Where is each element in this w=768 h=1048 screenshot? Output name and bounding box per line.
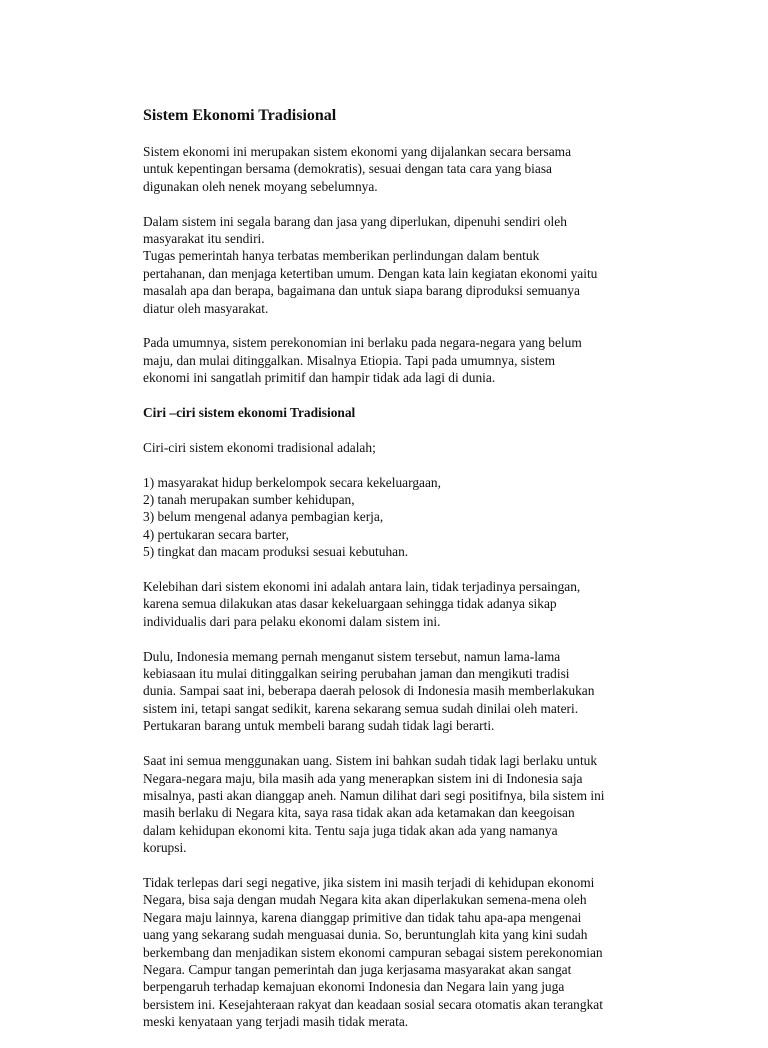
- text-line: diatur oleh masyarakat.: [143, 300, 269, 316]
- text-line: pertahanan, dan menjaga ketertiban umum. Dengan kata lain kegiatan ekonomi yaitu: [143, 265, 598, 281]
- text-line: Tidak terlepas dari segi negative, jika sistem ini masih terjadi di kehidupan ekonomi: [143, 874, 595, 890]
- text-line: Dalam sistem ini segala barang dan jasa yang diperlukan, dipenuhi sendiri oleh: [143, 213, 567, 229]
- paragraph-4: [143, 578, 673, 630]
- paragraph-3: [143, 334, 673, 386]
- text-line: Tugas pemerintah hanya terbatas memberikan perlindungan dalam bentuk: [143, 248, 540, 264]
- text-line: Pada umumnya, sistem perekonomian ini berlaku pada negara-negara yang belum: [143, 335, 582, 351]
- text-line: untuk kepentingan bersama (demokratis), sesuai dengan tata cara yang biasa: [143, 161, 553, 177]
- text-line: Dulu, Indonesia memang pernah menganut sistem tersebut, namun lama-lama: [143, 648, 561, 664]
- document-title: Sistem Ekonomi Tradisional: [143, 107, 337, 124]
- text-line: Negara-negara maju, bila masih ada yang menerapkan sistem ini di Indonesia saja: [143, 770, 583, 786]
- list-item: 2) tanah merupakan sumber kehidupan,: [143, 492, 355, 508]
- list-item: 3) belum mengenal adanya pembagian kerja,: [143, 509, 384, 525]
- text-line: misalnya, pasti akan dianggap aneh. Namun dilihat dari segi positifnya, bila sistem ini: [143, 787, 605, 803]
- document-page: [143, 105, 673, 1048]
- text-line: Negara. Campur tangan pemerintah dan juga kerjasama masyarakat akan sangat: [143, 961, 572, 977]
- text-line: dunia. Sampai saat ini, beberapa daerah pelosok di Indonesia masih memberlakukan: [143, 683, 595, 699]
- text-line: bersistem ini. Kesejahteraan rakyat dan keadaan sosial secara otomatis akan terangkat: [143, 996, 603, 1012]
- list-intro: Ciri-ciri sistem ekonomi tradisional adalah;: [143, 439, 376, 455]
- text-line: masyarakat itu sendiri.: [143, 231, 265, 247]
- text-line: digunakan oleh nenek moyang sebelumnya.: [143, 178, 378, 194]
- text-line: masih berlaku di Negara kita, saya rasa tidak akan ada ketamakan dan keegoisan: [143, 805, 575, 821]
- text-line: uang yang sekarang sudah menguasai dunia. So, beruntunglah kita yang kini sudah: [143, 927, 588, 943]
- text-line: Kelebihan dari sistem ekonomi ini adalah antara lain, tidak terjadinya persaingan,: [143, 579, 581, 595]
- text-line: dalam kehidupan ekonomi kita. Tentu saja juga tidak akan ada yang namanya: [143, 822, 558, 838]
- list-item: 5) tingkat dan macam produksi sesuai kebutuhan.: [143, 544, 409, 560]
- text-line: kebiasaan itu mulai ditinggalkan seiring perubahan jaman dan mengikuti tradisi: [143, 666, 570, 682]
- text-line: korupsi.: [143, 840, 187, 856]
- list-item: 4) pertukaran secara barter,: [143, 526, 289, 542]
- text-line: karena semua dilakukan atas dasar kekeluargaan sehingga tidak adanya sikap: [143, 596, 557, 612]
- text-line: Pertukaran barang untuk membeli barang sudah tidak lagi berarti.: [143, 718, 495, 734]
- section-subheading: Ciri –ciri sistem ekonomi Tradisional: [143, 405, 356, 421]
- text-line: ekonomi ini sangatlah primitif dan hampir tidak ada lagi di dunia.: [143, 370, 496, 386]
- paragraph-6: [143, 752, 673, 856]
- characteristics-list: [143, 474, 673, 561]
- intro-paragraph: [143, 143, 673, 195]
- text-line: individualis dari para pelaku ekonomi dalam sistem ini.: [143, 613, 441, 629]
- list-item: 1) masyarakat hidup berkelompok secara kekeluargaan,: [143, 474, 441, 490]
- text-line: Negara, bisa saja dengan mudah Negara kita akan diperlakukan semena-mena oleh: [143, 892, 587, 908]
- text-line: Negara maju lainnya, karena dianggap primitive dan tidak tahu apa-apa mengenai: [143, 909, 582, 925]
- text-line: masalah apa dan berapa, bagaimana dan untuk siapa barang diproduksi semuanya: [143, 283, 580, 299]
- text-line: Sistem ekonomi ini merupakan sistem ekonomi yang dijalankan secara bersama: [143, 144, 572, 159]
- text-line: sistem ini, tetapi sangat sedikit, karena sekarang semua sudah dinilai oleh materi.: [143, 700, 579, 716]
- paragraph-2: [143, 213, 673, 317]
- text-line: meski kenyataan yang terjadi masih tidak merata.: [143, 1014, 409, 1030]
- text-line: berpengaruh terhadap kemajuan ekonomi Indonesia dan Negara lain yang juga: [143, 979, 565, 995]
- text-line: berkembang dan menjadikan sistem ekonomi campuran sebagai sistem perekonomian: [143, 944, 603, 960]
- paragraph-5: [143, 648, 673, 735]
- text-line: maju, dan mulai ditinggalkan. Misalnya Etiopia. Tapi pada umumnya, sistem: [143, 352, 555, 368]
- text-line: Saat ini semua menggunakan uang. Sistem ini bahkan sudah tidak lagi berlaku untuk: [143, 753, 598, 769]
- paragraph-7: [143, 874, 673, 1031]
